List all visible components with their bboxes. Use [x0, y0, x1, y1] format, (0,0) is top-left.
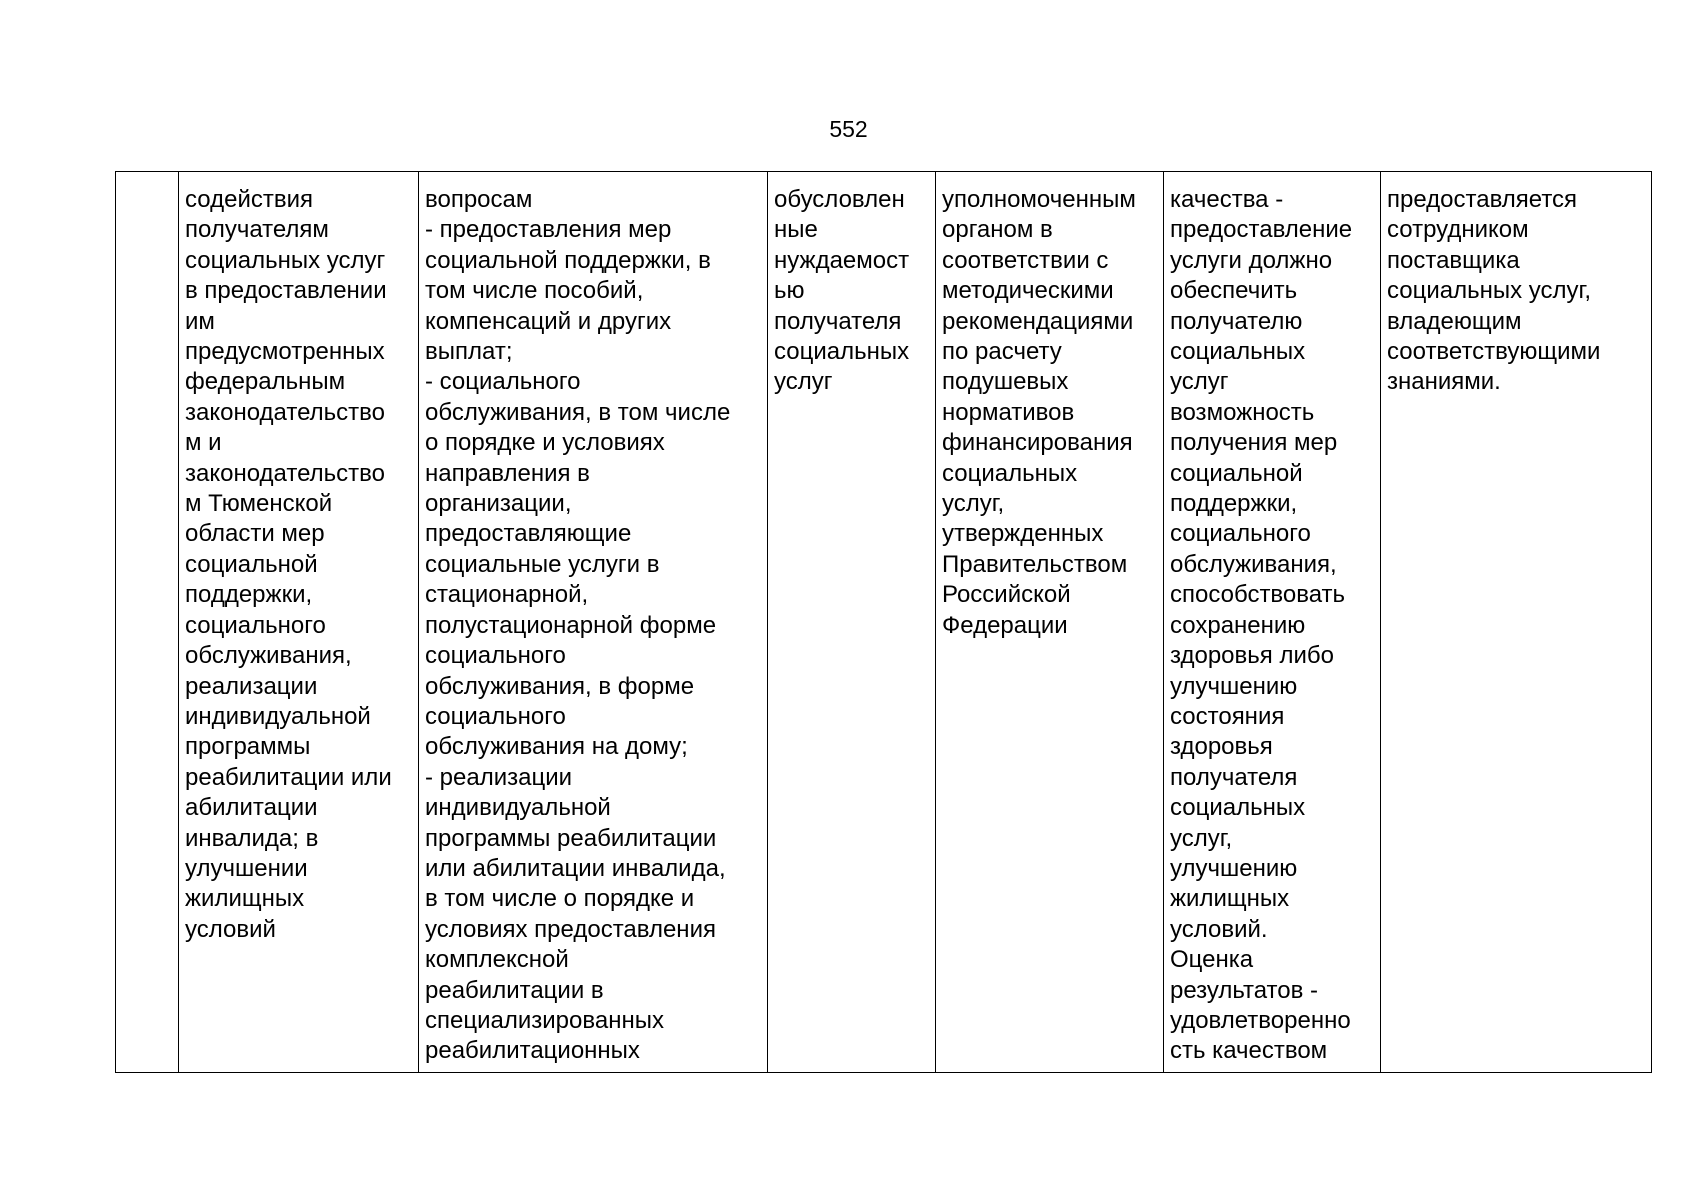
table-cell-tariff: уполномоченным органом в соответствии с методическими рекомендациями по расчету подушевых нормативов финансирования социальных услуг, утвержденных Правительством Российской Федерации	[936, 172, 1164, 1073]
table-cell-timeframe: обусловлен ные нуждаемост ью получателя социальных услуг	[768, 172, 936, 1073]
table-cell-quality-indicators: качества - предоставление услуги должно обеспечить получателю социальных услуг возможность получения мер социальной поддержки, социального обслуживания, способствовать сохранению здоровья либо улучшению состояния здоровья получателя социальных услуг, улучшению жилищных условий. Оценка результатов - удовлетворенно сть качеством	[1164, 172, 1381, 1073]
services-table	[115, 171, 1652, 1073]
table-row	[116, 172, 1652, 1073]
table-cell-service-content: содействия получателям социальных услуг в предоставлении им предусмотренных федеральным законодательство м и законодательство м Тюменской области мер социальной поддержки, социального обслуживания, реализации индивидуальной программы реабилитации или абилитации инвалида; в улучшении жилищных условий	[179, 172, 419, 1073]
table-cell-consultation-topics: вопросам - предоставления мер социальной поддержки, в том числе пособий, компенсаций и других выплат; - социального обслуживания, в том числе о порядке и условиях направления в организации, предоставляющие социальные услуги в стационарной, полустационарной форме социального обслуживания, в форме социального обслуживания на дому; - реализации индивидуальной программы реабилитации или абилитации инвалида, в том числе о порядке и условиях предоставления комплексной реабилитации в специализированных реабилитационных	[419, 172, 768, 1073]
page-number: 552	[829, 116, 868, 142]
table-cell-number	[116, 172, 179, 1073]
table-cell-conditions: предоставляется сотрудником поставщика социальных услуг, владеющим соответствующими знаниями.	[1381, 172, 1652, 1073]
